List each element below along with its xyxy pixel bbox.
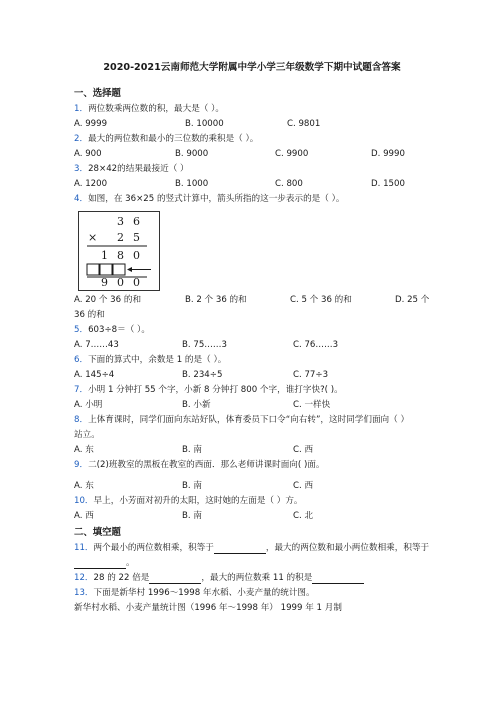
- question: [74, 541, 436, 556]
- option: A. 小明: [74, 400, 103, 411]
- question-text: 二(2)班教室的黑板在教室的西面．那么老师讲课时面向( )面。: [88, 460, 325, 471]
- question-continuation: [74, 556, 436, 571]
- digit: 1: [101, 248, 108, 262]
- question-text: 早上，小芳面对初升的太阳，这时她的左面是（ ）方。: [93, 496, 303, 507]
- question-number: 2．: [74, 134, 89, 145]
- option-row: [74, 293, 436, 308]
- question: [74, 413, 436, 428]
- option: B. 2 个 36 的和: [185, 295, 247, 306]
- option: A. 7……43: [74, 340, 119, 351]
- calculation-svg: [79, 212, 159, 290]
- option: D. 9990: [371, 149, 405, 160]
- option: B. 9000: [175, 149, 209, 160]
- question-text: 两位数乘两位数的积，最大是（ ）。: [88, 104, 224, 115]
- question-number: 1．: [74, 104, 89, 115]
- digit: 2: [117, 230, 124, 244]
- question-number: 11．: [74, 543, 94, 554]
- option: A. 东: [74, 481, 94, 492]
- option: A. 西: [74, 511, 94, 522]
- question-text: ，最大的两位数和最小两位数相乘，积等于: [265, 543, 430, 554]
- question-text: 上体育课时，同学们面向东站好队，体育委员下口令“向右转”，这时同学们面向（ ）: [88, 415, 410, 426]
- question-number: 9．: [74, 460, 89, 471]
- question-continuation: [74, 428, 436, 443]
- option-row: [74, 117, 436, 132]
- question-text: 最大的两位数和最小的三位数的乘积是（ ）。: [88, 134, 259, 145]
- option-row: [74, 368, 436, 383]
- option: C. 西: [293, 481, 314, 492]
- question-number: 3．: [74, 164, 89, 175]
- question-text: 两个最小的两位数相乘，积等于: [93, 543, 214, 554]
- option: A. 900: [74, 149, 102, 160]
- calculation-box: [78, 211, 160, 291]
- question-text: 下面是新华村 1996～1998 年水稻、小麦产量的统计图。: [93, 588, 315, 599]
- option: A. 145÷4: [74, 370, 115, 381]
- blank-box: [87, 264, 99, 275]
- option: A. 9999: [74, 119, 108, 130]
- option-row: [74, 338, 436, 353]
- option: C. 北: [293, 511, 314, 522]
- option: C. 9801: [287, 119, 321, 130]
- option-continuation: [74, 308, 436, 323]
- question: [74, 132, 436, 147]
- option: B. 75……3: [182, 340, 227, 351]
- question-number: 13．: [74, 588, 94, 599]
- question-number: 8．: [74, 415, 89, 426]
- option: D. 25 个: [395, 295, 430, 306]
- option: B. 南: [182, 445, 202, 456]
- question-text: 小明 1 分钟打 55 个字，小新 8 分钟打 800 个字，谁打字快?( )。: [88, 385, 343, 396]
- digit: 0: [133, 275, 140, 289]
- digit: 0: [133, 248, 140, 262]
- option: A. 1200: [74, 179, 108, 190]
- question: [74, 571, 436, 586]
- option: A. 20 个 36 的和: [74, 295, 142, 306]
- question-text: ，最大的两位数乘 11 的积是: [201, 573, 313, 584]
- multiply-sign: ×: [88, 230, 98, 244]
- vertical-calculation-figure: [74, 207, 436, 293]
- option: B. 234÷5: [182, 370, 223, 381]
- answer-blank[interactable]: [149, 574, 201, 584]
- question-number: 12．: [74, 573, 94, 584]
- option: C. 76……3: [293, 340, 339, 351]
- question-number: 7．: [74, 385, 89, 396]
- question: [74, 383, 436, 398]
- question-number: 4．: [74, 194, 89, 205]
- option: C. 一样快: [293, 400, 331, 411]
- option-row: [74, 443, 436, 458]
- question-text: 如图，在 36×25 的竖式计算中，箭头所指的这一步表示的是（ ）。: [88, 194, 345, 205]
- digit: 8: [117, 248, 124, 262]
- question: [74, 162, 436, 177]
- document-title: 2020-2021云南师范大学附属中学小学三年级数学下期中试题含答案: [103, 62, 401, 73]
- chart-caption-text: 新华村水稻、小麦产量统计图（1996 年～1998 年） 1999 年 1 月制: [74, 603, 342, 614]
- option-row: [74, 398, 436, 413]
- blank-box: [100, 264, 112, 275]
- chart-caption: [74, 601, 436, 616]
- option: B. 10000: [185, 119, 224, 130]
- option: B. 1000: [175, 179, 209, 190]
- option: B. 小新: [182, 400, 211, 411]
- question: [74, 586, 436, 601]
- question-text: 下面的算式中，余数是 1 的是（ ）。: [88, 355, 227, 366]
- option-row: [74, 509, 436, 524]
- section-heading-choice: 一、选择题: [74, 87, 121, 99]
- question-number: 10．: [74, 496, 94, 507]
- digit: 3: [117, 214, 124, 228]
- option-row: [74, 479, 436, 494]
- option-row: [74, 147, 436, 162]
- option: C. 77÷3: [293, 370, 329, 381]
- digit: 5: [133, 230, 140, 244]
- section-heading-fill: 二、填空题: [74, 526, 121, 538]
- answer-blank[interactable]: [214, 544, 266, 554]
- question-number: 6．: [74, 355, 89, 366]
- blank-box: [113, 264, 125, 275]
- question: [74, 458, 436, 473]
- question-text: 28×42的结果最接近（ ）: [88, 164, 189, 175]
- option: B. 南: [182, 481, 202, 492]
- question-text: 603÷8＝（ ）。: [88, 325, 150, 336]
- question: [74, 102, 436, 117]
- option: B. 南: [182, 511, 202, 522]
- digit: 9: [101, 275, 108, 289]
- option: A. 东: [74, 445, 94, 456]
- digit: 0: [117, 275, 124, 289]
- question: [74, 323, 436, 338]
- answer-blank[interactable]: [74, 559, 126, 569]
- answer-blank[interactable]: [312, 574, 364, 584]
- option: C. 9900: [275, 149, 309, 160]
- option-wrap-text: 36 的和: [74, 310, 105, 321]
- option: D. 1500: [371, 179, 405, 190]
- digit: 6: [133, 214, 140, 228]
- question-text: 。: [126, 558, 135, 569]
- arrow-head-icon: [127, 267, 132, 272]
- option-row: [74, 177, 436, 192]
- question: [74, 353, 436, 368]
- question: [74, 192, 436, 207]
- question-text: 28 的 22 倍是: [93, 573, 150, 584]
- question: [74, 494, 436, 509]
- question-number: 5．: [74, 325, 89, 336]
- option: C. 800: [275, 179, 303, 190]
- question-wrap-text: 站立。: [74, 430, 100, 441]
- option: C. 5 个 36 的和: [290, 295, 352, 306]
- option: C. 西: [293, 445, 314, 456]
